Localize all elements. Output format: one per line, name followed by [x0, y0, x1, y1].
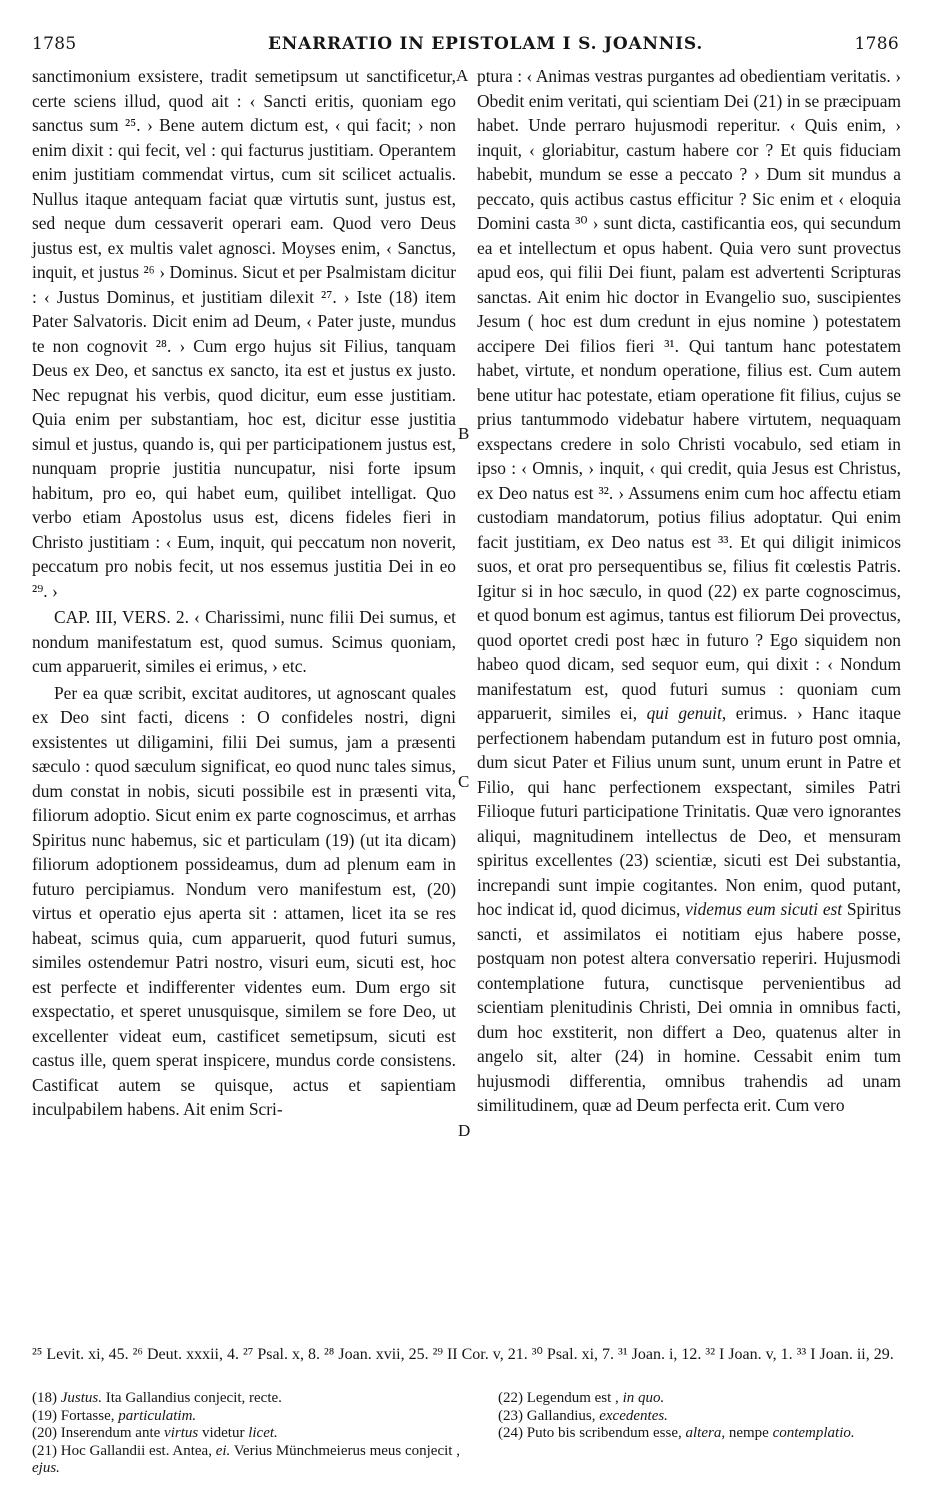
footnote-20 — [32, 1425, 462, 1443]
italic-run: Justus. — [60, 1390, 102, 1406]
italic-run: excedentes. — [599, 1407, 668, 1424]
note-text: (23) Gallandius, — [498, 1407, 596, 1424]
commentary-paragraph: Per ea quæ scribit, excitat auditores, ut agnoscant quales ex Deo sint facti, dicens : O confideles nostri, digni exsistentes ut diligamini, filii Dei sumus, jam a præsenti sæculo : quod sæculum significat, eo quod nunc tales simus, dum constat in nobis, sicuti possibile est in præsenti vita, filiorum adoptio. Sicut enim ex parte cognoscimus, et arrhas Spiritus nunc habemus, sic et particulam (19) (ut ita dicam) filiorum adoptionem possideamus, dum ad plenum eam in futuro percipiamus. Nondum vero manifestum est, (20) virtus et operatio ejus aperta sit : attamen, licet ita se res habeat, scimus quia, cum apparuerit, quod futuri sumus, similes ostendemur Patri nostro, visuri eum, sicuti est, hoc est perfecte et indifferenter videntes eum. Dum ergo sit exspectatio, et speret unusquisque, similem se fore Deo, ut excellenter videat eum, castificet semetipsum, sicuti est castus ille, quem sperat inspicere, mundus corde consistens. Castificat autem se quisque, actus et sapientiam inculpabilem habens. Ait enim Scri- — [32, 682, 456, 1119]
footnotes-right — [498, 1390, 898, 1443]
left-column — [32, 64, 456, 1122]
italic-run: contemplatio. — [772, 1425, 855, 1441]
italic-run: ei. — [215, 1442, 231, 1459]
margin-mark-a: A — [456, 66, 469, 85]
margin-mark-d: D — [458, 1121, 471, 1140]
page-number-left: 1785 — [32, 34, 77, 54]
note-text: videtur — [201, 1425, 245, 1441]
italic-run: qui genuit — [646, 703, 722, 723]
italic-run: videmus eum sicuti est — [685, 899, 843, 919]
note-text: Ita Gallandius conjecit, recte. — [105, 1390, 282, 1406]
footnote-19 — [32, 1408, 462, 1426]
italic-run: in quo. — [622, 1390, 665, 1406]
note-text: (24) Puto bis scribendum esse, — [498, 1425, 682, 1441]
text-run: ptura : ‹ Animas vestras purgantes ad obedientiam veritatis. › Obedit enim veritati, qui scientiam Dei (21) in se præcipuam habet. Unde perraro hujusmodi reperitur. ‹ Quis enim, › inquit, ‹ gloriabitur, castum habere cor ? Et quis fiduciam habebit, mundum se esse a peccato ? › Dum sit mundus a peccato, quis actibus castus efficitur ? Sic enim et ‹ eloquia Domini casta ³⁰ › sunt dicta, castificantia eos, qui secundum ea et intellectum et opus habent. Quia vero sunt provectus apud eos, qui filii Dei fiunt, palam est advertenti Scripturas sanctas. Ait enim hic doctor in Evangelio suo, suscipientes Jesum ( hoc est dum credunt in ejus nomine ) potestatem accipere Dei filios fieri ³¹. Qui tantum hanc potestatem habet, virtute, et nondum operatione, filius est. Cum autem bene utitur hac potestate, etiam operatione fit filius, cujus se prius tantummodo videbatur habere virtutem, nequaquam exspectans credere in solo Christi vocabulo, sed etiam in ipso : ‹ Omnis, › inquit, ‹ qui credit, quia Jesus est Christus, ex Deo natus est ³². › Assumens enim cum hoc affectu etiam custodiam mandatorum, potius filius adoptatur. Qui enim facit justitiam, ex Deo natus est ³³. Et qui diligit inimicos suos, et orat pro persequentibus se, filius fit cœlestis Patris. Igitur si in hoc sæculo, in quod (22) ex parte cognoscimus, et quod bonum est agimus, tantus est filiorum Dei provectus, quod oportet credi post hæc in futuro ? Ego siquidem non habeo quod dicam, sed sequor eum, qui dixit : ‹ Nondum manifestatum est, quod futuri sumus : quoniam cum apparuerit, similes ei, — [477, 66, 901, 723]
margin-mark-b: B — [458, 424, 470, 443]
text-run: Spiritus sancti, et assimilatos ei notitiam ejus habere posse, postquam non potest altera conversatio reperiri. Hujusmodi contemplatione futura, cunctisque pervenientibus ad scientiam plenitudinis Christi, Dei omnia in omnibus facti, dum hoc exstiterit, non differt a Deo, quatenus alter in angelo sit, alter (24) in homine. Cessabit enim tum hujusmodi differentia, omnibus trahendis ad unam similitudinem, quæ ad Deum perfecta erit. Cum vero — [477, 899, 901, 1115]
note-text: (20) Inserendum ante — [32, 1425, 161, 1441]
italic-run: ejus. — [32, 1460, 60, 1476]
footnotes-left — [32, 1390, 462, 1478]
note-number: (18) — [32, 1390, 57, 1406]
chapter-heading-paragraph — [32, 605, 456, 679]
italic-run: virtus — [164, 1425, 199, 1441]
note-text: Verius Münchmeierus meus conjecit , — [233, 1442, 460, 1459]
running-title: ENARRATIO IN EPISTOLAM I S. JOANNIS. — [268, 34, 704, 54]
footnote-18 — [32, 1390, 462, 1408]
lemma-quote: ‹ Charissimi, nunc filii Dei sumus, et nondum manifestatum est, quod sumus. Scimus quoniam, cum apparuerit, similes ei erimus, › etc. — [32, 607, 456, 676]
commentary-paragraph-continued — [477, 64, 901, 1118]
note-text: (21) Hoc Gallandii est. Antea, — [32, 1442, 212, 1459]
footnote-23 — [498, 1408, 898, 1426]
note-text: , nempe — [721, 1425, 769, 1441]
italic-run: altera — [685, 1425, 722, 1441]
footnote-21 — [32, 1443, 462, 1478]
margin-mark-c: C — [458, 772, 470, 791]
italic-run: licet. — [248, 1425, 278, 1441]
note-text: (22) Legendum est , — [498, 1390, 619, 1406]
text-run: , erimus. › Hanc itaque perfectionem habendam putandum est in futuro post omnia, dum sicut Pater et Filius unum sunt, unum erunt in Patre et Filio, qui hanc perfectionem exspectant, similes Patri Filioque futuri participatione Trinitatis. Quæ vero ignorantes aliqui, magnitudinem intellectus de Deo, et mensuram spiritus excellentes (23) scientiæ, sicuti est Dei substantia, increpandi sunt impie cogitantes. Non enim, quod putant, hoc indicat id, quod dicimus, — [477, 703, 901, 919]
paragraph-continued: sanctimonium exsistere, tradit semetipsum ut sanctificetur, certe sciens illud, quod ait : ‹ Sancti eritis, quoniam ego sanctus sum ²⁵. › Bene autem dictum est, ‹ qui facit; › non enim dixit : qui fecit, vel : qui facturus justitiam. Operantem enim justitiam commendat virtus, cum sit scilicet actualis. Nullus itaque antequam faciat quæ virtutis sunt, justus est, sed neque dum cessaverit operari eam. Quod vero Deus justus est, ex multis valet agnosci. Moyses enim, ‹ Sanctus, inquit, et justus ²⁶ › Dominus. Sicut et per Psalmistam dicitur : ‹ Justus Dominus, et justitiam dilexit ²⁷. › Iste (18) item Pater Salvatoris. Dicit enim ad Deum, ‹ Pater juste, mundus te non cognovit ²⁸. › Cum ergo hujus sit Filius, tanquam Deus ex Deo, et sanctus ex sancto, ita est et justus ex justo. Nec repugnat his verbis, quod dicitur, eum esse justitiam. Quia enim per substantiam, hoc est, dicitur esse justitia simul et justus, quando is, qui per participationem justus est, nunquam proprie justitia nuncupatur, nisi forte ipsum habitum, pro eo, qui habet eum, quilibet intelligat. Quo verbo etiam Apostolus usus est, dicens fideles fieri in Christo justitiam : ‹ Eum, inquit, qui peccatum non noverit, peccatum pro nobis fecit, ut nos essemus justitia Dei in eo ²⁹. › — [32, 66, 456, 601]
scripture-citations: ²⁵ Levit. xi, 45. ²⁶ Deut. xxxii, 4. ²⁷ Psal. x, 8. ²⁸ Joan. xvii, 25. ²⁹ II Cor. v, 21. ³⁰ Psal. xi, 7. ³¹ Joan. i, 12. ³² I Joan. v, 1. ³³ I Joan. ii, 29. — [32, 1346, 894, 1363]
page-number-right: 1786 — [854, 34, 899, 54]
footnote-24 — [498, 1425, 898, 1443]
note-text: (19) Fortasse, — [32, 1407, 115, 1424]
italic-run: particulatim. — [118, 1407, 197, 1424]
chapter-verse-label: CAP. III, VERS. 2. — [54, 607, 189, 627]
right-column — [477, 64, 901, 1118]
footnote-22 — [498, 1390, 898, 1408]
